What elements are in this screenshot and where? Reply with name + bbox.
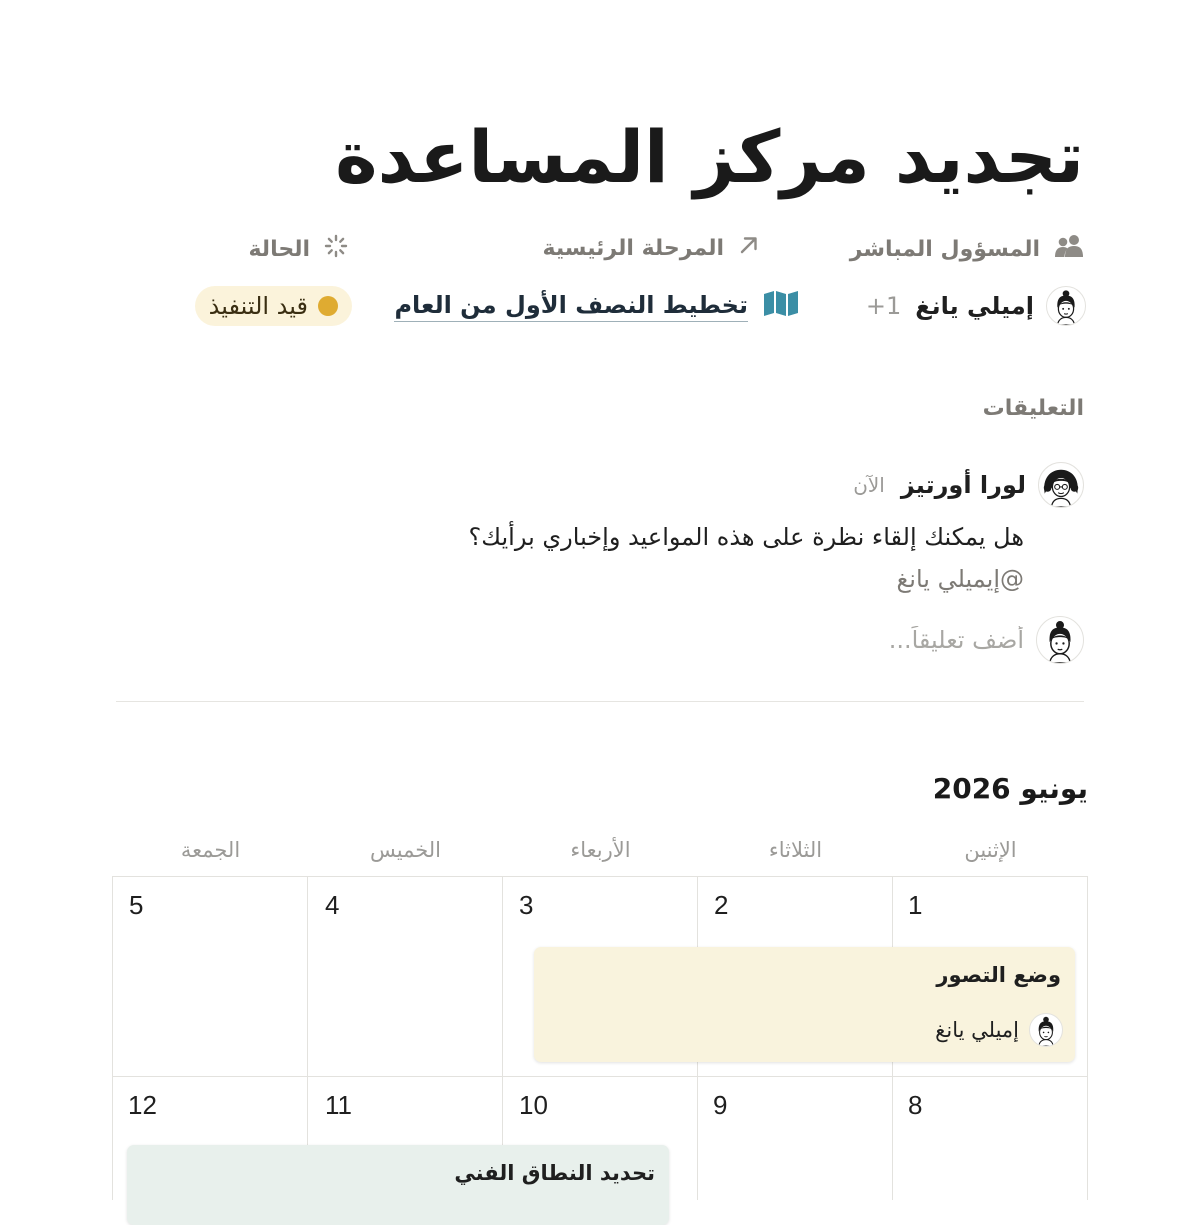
day-number[interactable]: 8: [908, 1090, 923, 1120]
status-badge[interactable]: [195, 286, 352, 326]
calendar-grid-line: [1087, 876, 1088, 1200]
avatar: [1038, 462, 1084, 508]
calendar-event[interactable]: [534, 947, 1075, 1062]
calendar-grid-line: [112, 876, 113, 1200]
status-dot: [318, 296, 338, 316]
day-number[interactable]: 1: [908, 890, 923, 920]
day-number[interactable]: 12: [128, 1090, 157, 1120]
add-comment[interactable]: [604, 616, 1084, 664]
day-number[interactable]: 4: [325, 890, 340, 920]
milestone-property-label: [542, 234, 760, 262]
comment-header: [853, 462, 1084, 508]
map-icon: [762, 289, 800, 323]
comment-text: هل يمكنك إلقاء نظرة على هذه المواعيد وإخباري برأيك؟: [468, 523, 1024, 551]
comments-heading: التعليقات: [982, 396, 1084, 421]
status-text: قيد التنفيذ: [208, 292, 308, 320]
day-number[interactable]: 5: [129, 890, 144, 920]
status-value[interactable]: [195, 286, 352, 326]
day-number[interactable]: 9: [713, 1090, 728, 1120]
owner-label-text: المسؤول المباشر: [849, 236, 1040, 262]
weekday-header: الأربعاء: [570, 838, 631, 862]
weekday-header: الخميس: [369, 838, 442, 862]
weekday-header: الثلاثاء: [768, 838, 823, 862]
calendar-month-label: يونيو 2026: [932, 772, 1088, 805]
weekday-header: الإثنين: [964, 838, 1017, 862]
milestone-value[interactable]: [394, 286, 800, 326]
avatar: [1029, 1013, 1063, 1047]
event-owner: [935, 1013, 1063, 1047]
owner-value[interactable]: [866, 286, 1086, 326]
milestone-link[interactable]: تخطيط النصف الأول من العام: [394, 291, 748, 322]
owner-name: إميلي يانغ: [915, 292, 1034, 320]
divider: [116, 701, 1084, 702]
avatar: [1036, 616, 1084, 664]
comment-author: لورا أورتيز: [900, 471, 1026, 499]
owner-extra-count[interactable]: 1+: [865, 292, 902, 320]
calendar-grid-line: [112, 876, 1088, 877]
comment-mention[interactable]: @إيميلي يانغ: [896, 565, 1024, 593]
comment-input[interactable]: [604, 626, 1024, 654]
page-title: تجديد مركز المساعدة: [335, 115, 1084, 199]
people-icon: [1054, 234, 1084, 264]
day-number[interactable]: 10: [519, 1090, 548, 1120]
spinner-icon: [324, 234, 348, 264]
calendar-grid-line: [112, 1076, 1088, 1077]
owner-property-label: [850, 234, 1084, 264]
avatar: [1046, 286, 1086, 326]
arrow-up-right-icon: [738, 234, 760, 262]
calendar-event[interactable]: [127, 1145, 669, 1225]
weekday-header: الجمعة: [180, 838, 241, 862]
milestone-label-text: المرحلة الرئيسية: [542, 235, 724, 261]
day-number[interactable]: 11: [325, 1090, 352, 1120]
event-title: تحديد النطاق الفني: [454, 1161, 655, 1185]
day-number[interactable]: 3: [519, 890, 534, 920]
event-title: وضع التصور: [936, 963, 1061, 987]
day-number[interactable]: 2: [714, 890, 729, 920]
event-owner-name: إميلي يانغ: [935, 1018, 1019, 1042]
status-property-label: [248, 234, 348, 264]
comment-body: [469, 516, 1024, 600]
comment-time: الآن: [853, 473, 885, 497]
status-label-text: الحالة: [248, 236, 310, 262]
